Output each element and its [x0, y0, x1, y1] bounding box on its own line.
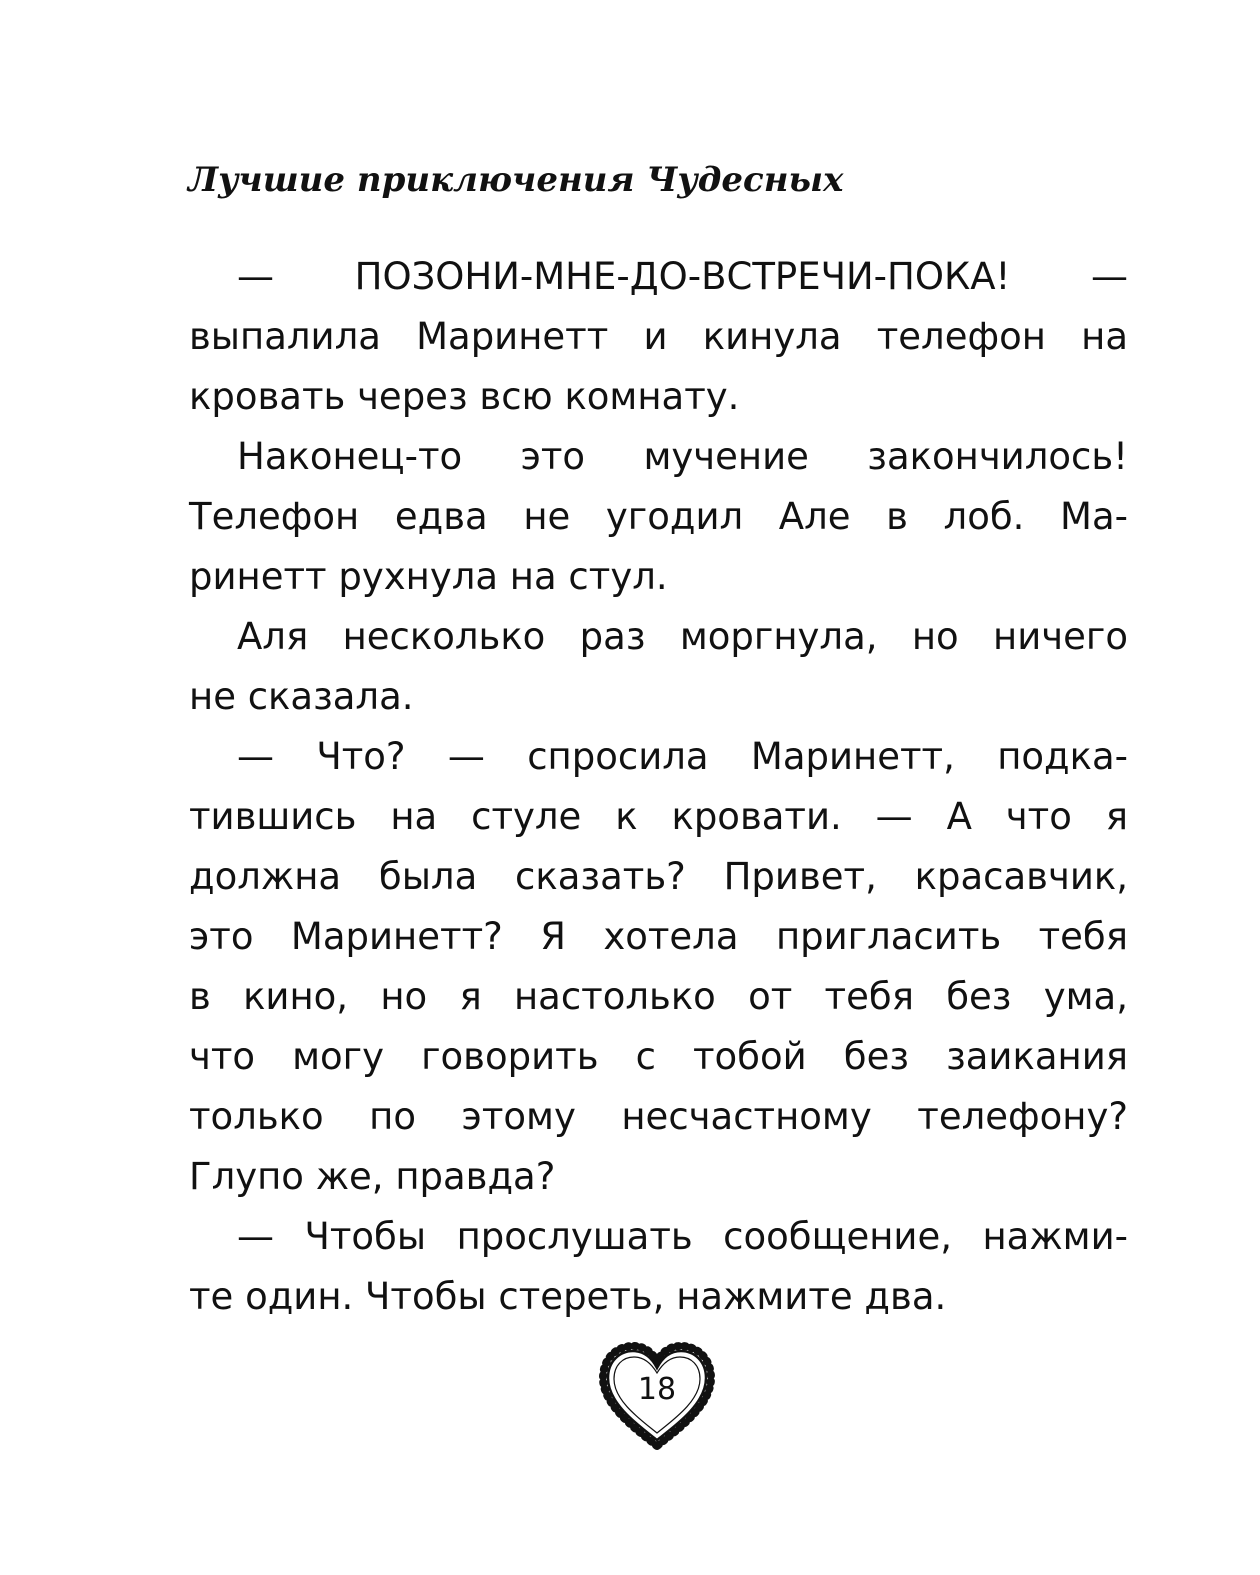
paragraph-line: выпалила Маринетт и кинула телефон на: [189, 315, 1128, 358]
paragraph-line: — ПОЗОНИ-МНЕ-ДО-ВСТРЕЧИ-ПОКА! —: [237, 255, 1128, 298]
paragraph-line: Глупо же, правда?: [189, 1155, 556, 1198]
paragraph-line: тившись на стуле к кровати. — А что я: [189, 795, 1128, 838]
paragraph-line: в кино, но я настолько от тебя без ума,: [189, 975, 1128, 1018]
paragraph-line: что могу говорить с тобой без заикания: [189, 1035, 1128, 1078]
paragraph-line: это Маринетт? Я хотела пригласить тебя: [189, 915, 1128, 958]
page-number: 18: [637, 1372, 677, 1407]
paragraph-line: ринетт рухнула на стул.: [189, 555, 668, 598]
paragraph-line: — Что? — спросила Маринетт, подка-: [237, 735, 1128, 778]
paragraph-line: не сказала.: [189, 675, 414, 718]
paragraph-line: только по этому несчастному телефону?: [189, 1095, 1128, 1138]
paragraph-line: Телефон едва не угодил Але в лоб. Ма-: [189, 495, 1128, 538]
page-number-ornament: [595, 1340, 719, 1452]
paragraph-line: те один. Чтобы стереть, нажмите два.: [189, 1275, 947, 1318]
paragraph-line: Наконец-то это мучение закончилось!: [237, 435, 1128, 478]
paragraph-line: кровать через всю комнату.: [189, 375, 740, 418]
running-header: Лучшие приключения Чудесных: [188, 160, 844, 200]
body-text: [189, 247, 1128, 1327]
paragraph-line: — Чтобы прослушать сообщение, нажми-: [237, 1215, 1128, 1258]
paragraph-line: должна была сказать? Привет, красавчик,: [189, 855, 1128, 898]
paragraph-line: Аля несколько раз моргнула, но ничего: [237, 615, 1128, 658]
